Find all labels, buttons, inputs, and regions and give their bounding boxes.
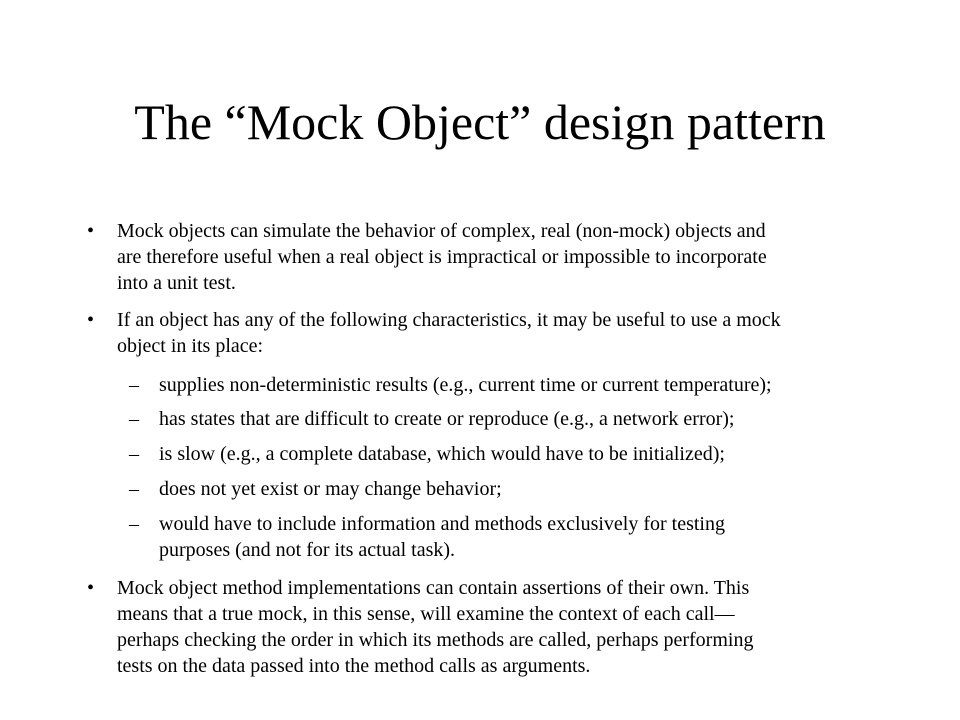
slide-title: The “Mock Object” design pattern [134,94,826,150]
bullet-2-line-2: object in its place: [117,335,264,357]
sub-item-5-line-2: purposes (and not for its actual task). [159,539,456,561]
bullet-3-line-2: means that a true mock, in this sense, will examine the context of each call— [117,603,735,625]
sub-item-5-line-1: would have to include information and methods exclusively for testing [159,513,725,535]
bullet-3-line-3: perhaps checking the order in which its methods are called, perhaps performing [117,629,754,651]
bullet-3-line-1: Mock object method implementations can contain assertions of their own. This [117,577,750,599]
sub-item-3: is slow (e.g., a complete database, which would have to be initialized); [159,443,725,465]
bullet-marker: • [87,309,95,331]
bullet-2-line-1: If an object has any of the following characteristics, it may be useful to use a mock [117,309,781,331]
bullet-1-line-1: Mock objects can simulate the behavior of complex, real (non-mock) objects and [117,220,766,242]
sub-bullet-marker: – [129,478,139,500]
sub-bullet-marker: – [129,408,139,430]
sub-item-4: does not yet exist or may change behavior; [159,478,502,500]
sub-bullet-marker: – [129,513,139,535]
bullet-1-line-2: are therefore useful when a real object is impractical or impossible to incorporate [117,246,767,268]
bullet-marker: • [87,577,95,599]
sub-bullet-marker: – [129,374,139,396]
sub-item-2: has states that are difficult to create or reproduce (e.g., a network error); [159,408,735,430]
sub-bullet-marker: – [129,443,139,465]
bullet-1-line-3: into a unit test. [117,272,236,294]
bullet-marker: • [87,220,95,242]
sub-item-1: supplies non-deterministic results (e.g., current time or current temperature); [159,374,772,396]
bullet-3-line-4: tests on the data passed into the method calls as arguments. [117,655,591,677]
